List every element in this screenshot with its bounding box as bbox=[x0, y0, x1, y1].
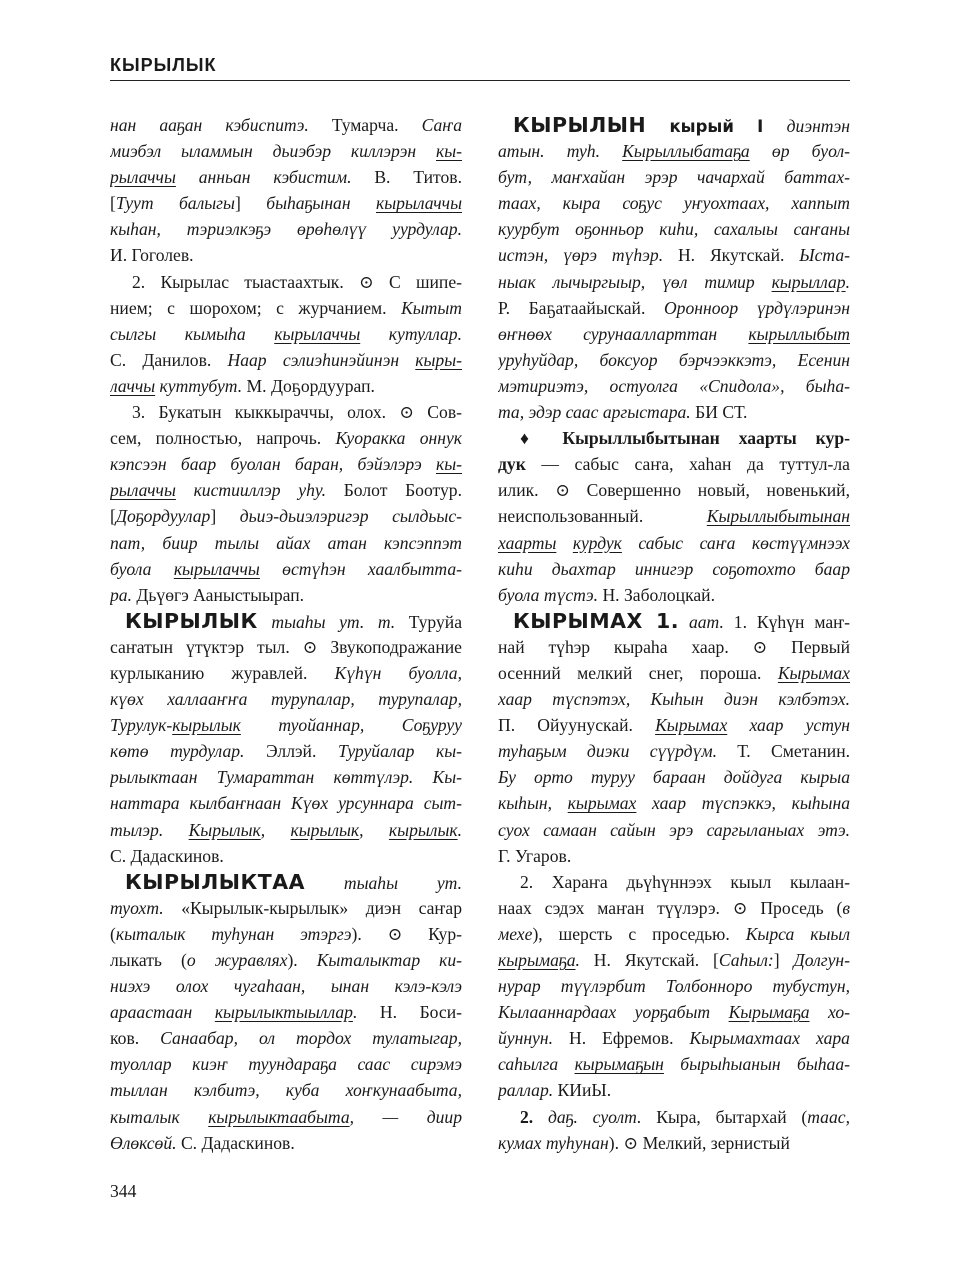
underlined-term: Кырымах bbox=[777, 662, 850, 683]
text-line bbox=[498, 503, 850, 529]
text-line bbox=[498, 947, 850, 973]
text-line bbox=[110, 425, 462, 451]
italic-text: в bbox=[842, 897, 850, 918]
text-span: Дьүөгэ Ааныстыырап. bbox=[132, 584, 305, 605]
text-span: С. Дадаскинов. bbox=[176, 1132, 295, 1153]
italic-text: тылэр. bbox=[110, 819, 189, 840]
italic-text: атын. туһ. bbox=[498, 141, 623, 162]
underlined-term: кы- bbox=[435, 454, 462, 475]
page-number: 344 bbox=[110, 1181, 137, 1201]
italic-text: кыһын, bbox=[498, 793, 568, 814]
italic-text: туохт. bbox=[110, 897, 164, 918]
underlined-term: кырылыктаабыта bbox=[208, 1106, 350, 1127]
text-span: сем, полностью, напрочь. bbox=[110, 428, 336, 449]
text-line bbox=[110, 1025, 462, 1051]
italic-text: саһылга bbox=[498, 1054, 575, 1075]
underlined-term: кыры- bbox=[415, 349, 462, 370]
italic-text: өстүһэн хаалбытта- bbox=[259, 558, 462, 579]
italic-text: буола түстэ. bbox=[498, 584, 599, 605]
text-line bbox=[498, 686, 850, 712]
text-span: ] bbox=[234, 193, 267, 214]
text-span: ков. bbox=[110, 1028, 161, 1049]
italic-text: пат, биир тылы айах атан кэпсэппэт bbox=[110, 532, 462, 553]
text-span: нием; с шорохом; с журчанием. bbox=[110, 297, 402, 318]
underlined-term: кырылаччы bbox=[173, 558, 260, 579]
text-span: 2. Кырылас тыастаахтык. ⊙ С шипе- bbox=[132, 271, 462, 292]
italic-text: өҥнөөх сурунаалларттан bbox=[498, 323, 749, 344]
underlined-term: Кырылык bbox=[188, 819, 261, 840]
underlined-term: кырымах bbox=[567, 793, 637, 814]
text-span: курлыканию журавлей. bbox=[110, 662, 335, 683]
italic-text: Куоракка оннук bbox=[335, 428, 462, 449]
headword: КЫРЫЛЫК bbox=[125, 608, 258, 633]
text-line bbox=[110, 556, 462, 582]
italic-text: буола bbox=[110, 558, 174, 579]
italic-text: Саһыл: bbox=[718, 950, 774, 970]
italic-text: өр буол- bbox=[749, 141, 850, 162]
italic-text: йуннун. bbox=[498, 1028, 553, 1049]
italic-text: , bbox=[359, 819, 389, 840]
text-line bbox=[110, 242, 462, 268]
italic-text: хаар түспэтэх, Кыһын диэн кэлбэтэх. bbox=[498, 689, 850, 710]
italic-text: туоллар киэҥ туундараҕа саас сирэмэ bbox=[110, 1054, 462, 1075]
text-line bbox=[110, 138, 462, 164]
italic-text: Өлөксөй. bbox=[110, 1132, 177, 1153]
bold-text: Кырыллыбытынан хаарты кур- bbox=[562, 428, 850, 449]
text-line bbox=[498, 608, 850, 634]
italic-text: уруһуйдар, боксуор бэрчээккэтэ, Есенин bbox=[498, 349, 850, 370]
text-line bbox=[110, 764, 462, 790]
italic-text: таах, кыра соҕус уҥуохтаах, хаппыт bbox=[498, 193, 850, 214]
text-line bbox=[498, 895, 850, 921]
bold-text: дук bbox=[498, 454, 526, 475]
text-span: Н. Заболоцкай. bbox=[598, 584, 715, 605]
italic-text: тыаһы ут. т. bbox=[257, 611, 396, 632]
italic-text: куттубут. bbox=[155, 375, 243, 396]
italic-text: туойаннар, Соҕуруу bbox=[240, 715, 462, 736]
text-span: илик. ⊙ Совершенно новый, новенький, bbox=[498, 480, 850, 501]
italic-text: раллар. bbox=[498, 1080, 554, 1101]
text-span: Р. Баҕатаайыскай. bbox=[498, 297, 664, 318]
italic-text: бут, маҥхайан эрэр чачархай баттах- bbox=[498, 167, 850, 188]
text-span: [ bbox=[110, 193, 116, 214]
header-rule bbox=[110, 80, 850, 81]
italic-text: Кылааннардаах уорҕабыт bbox=[498, 1002, 729, 1023]
text-line bbox=[498, 477, 850, 503]
text-line bbox=[498, 1025, 850, 1051]
italic-text: наттара кылбаҥнаан Күөх урсуннара сыт- bbox=[110, 793, 462, 814]
underlined-term: кырылык bbox=[172, 715, 241, 736]
italic-text: тыллан кэлбитэ, куба хоҥкунаабыта, bbox=[110, 1080, 462, 1101]
text-span: ] bbox=[773, 950, 794, 970]
italic-text: Кырса кыыл bbox=[745, 923, 850, 944]
text-line bbox=[110, 530, 462, 556]
text-line bbox=[110, 347, 462, 373]
text-line bbox=[498, 373, 850, 399]
text-line bbox=[110, 921, 462, 947]
text-line bbox=[498, 1077, 850, 1103]
text-line bbox=[498, 999, 850, 1025]
text-span: М. Доҕордуурап. bbox=[242, 375, 375, 396]
italic-text: рылыктаан Тумараттан көттүлэр. Кы- bbox=[110, 767, 462, 788]
underlined-term: Кырымаҕа bbox=[728, 1002, 810, 1023]
text-line bbox=[110, 843, 462, 869]
text-line bbox=[110, 295, 462, 321]
text-line bbox=[110, 947, 462, 973]
text-span: П. Ойуунускай. bbox=[498, 715, 656, 736]
italic-text: Доҕордуулар bbox=[115, 506, 211, 527]
text-line bbox=[110, 373, 462, 399]
text-span: ). ⊙ Мелкий, зернистый bbox=[608, 1132, 790, 1153]
italic-text: ниэхэ олох чугаһаан, ынан кэлэ-кэлэ bbox=[110, 976, 462, 997]
italic-text: суох самаан сайын эрэ саргыланыах этэ. bbox=[498, 819, 850, 840]
underlined-term: кырылаччы bbox=[375, 193, 462, 214]
italic-text: нан ааҕан кэбиспитэ. bbox=[110, 115, 309, 135]
text-line bbox=[498, 138, 850, 164]
text-span: кырый І bbox=[646, 117, 787, 136]
italic-text: кыһан, тэриэлкэҕэ өрөһөлүү уурдулар. bbox=[110, 219, 462, 240]
italic-text: диэнтэн bbox=[786, 116, 850, 136]
text-span: «Кырылык-кырылык» диэн саҥар bbox=[163, 897, 462, 918]
text-line bbox=[498, 738, 850, 764]
italic-text: , bbox=[260, 819, 291, 840]
underlined-term: лаччы bbox=[110, 375, 156, 396]
underlined-term: кы- bbox=[435, 141, 462, 162]
text-line bbox=[498, 973, 850, 999]
italic-text: Туруйалар кы- bbox=[337, 741, 462, 762]
text-line bbox=[498, 399, 850, 425]
text-line bbox=[110, 190, 462, 216]
italic-text: хаар устун bbox=[727, 715, 850, 736]
italic-text: . bbox=[457, 819, 462, 840]
italic-text: Кырымахтаах хара bbox=[689, 1028, 850, 1049]
text-line bbox=[110, 582, 462, 608]
italic-text: күөх халлааҥҥа турупалар, турупалар, bbox=[110, 689, 462, 710]
text-line bbox=[110, 634, 462, 660]
italic-text: киһи дьахтар иннигэр соҕотохто баар bbox=[498, 558, 850, 579]
italic-text: дьиэ-дьиэлэригэр сылдьыс- bbox=[239, 506, 462, 527]
italic-text: араастаан bbox=[110, 1002, 215, 1023]
text-span: ♦ bbox=[520, 428, 563, 449]
text-span: 3. Букатын кыккыраччы, олох. ⊙ Сов- bbox=[132, 402, 462, 423]
headword: КЫРЫМАХ 1. bbox=[513, 608, 680, 633]
text-line bbox=[498, 530, 850, 556]
text-line bbox=[498, 712, 850, 738]
italic-text: быһаҕынан bbox=[266, 193, 376, 214]
text-span: осенний мелкий снег, пороша. bbox=[498, 662, 778, 683]
italic-text: куурбут оҕонньор киһи, сахалыы саҥаны bbox=[498, 219, 850, 240]
text-span: — сабыс саҥа, хаһан да туттул-ла bbox=[525, 454, 850, 475]
text-span: ] bbox=[210, 506, 240, 527]
italic-text: кистииллэр уһу. bbox=[175, 480, 326, 501]
text-line bbox=[498, 817, 850, 843]
italic-text: ныак лычыргыыр, үөл тимир bbox=[498, 271, 772, 292]
italic-text: Долгун- bbox=[793, 950, 850, 970]
headword: КЫРЫЛЫН bbox=[513, 113, 647, 137]
italic-text: Кытыт bbox=[401, 297, 462, 318]
underlined-term: хаарты bbox=[498, 532, 557, 553]
text-span: 1. Күһүн маҥ- bbox=[723, 611, 850, 632]
headword: КЫРЫЛЫКТАА bbox=[125, 869, 306, 894]
left-column bbox=[110, 112, 462, 1156]
text-span: ). ⊙ Кур- bbox=[351, 923, 462, 944]
text-line bbox=[498, 660, 850, 686]
underlined-term: Кырымах bbox=[655, 715, 728, 736]
text-line bbox=[498, 869, 850, 895]
text-line bbox=[498, 321, 850, 347]
italic-text: , — диир bbox=[349, 1106, 462, 1127]
italic-text: туһаҕым диэки сүүрдүм. bbox=[498, 741, 717, 762]
text-line bbox=[110, 1130, 462, 1156]
italic-text: көтө турдулар. bbox=[110, 741, 245, 762]
text-line bbox=[498, 843, 850, 869]
italic-text: Кыталыктар ки- bbox=[316, 950, 462, 970]
italic-text: . bbox=[352, 1002, 358, 1023]
text-span: Г. Угаров. bbox=[498, 845, 572, 866]
underlined-term: рылаччы bbox=[110, 480, 176, 501]
italic-text: нурар түүлэрбит Толбонноро тубустун, bbox=[498, 976, 850, 997]
text-line bbox=[498, 582, 850, 608]
italic-text: хаар түспэккэ, кыһына bbox=[636, 793, 850, 814]
text-line bbox=[110, 999, 462, 1025]
text-line bbox=[498, 1051, 850, 1077]
text-line bbox=[110, 399, 462, 425]
text-line bbox=[498, 190, 850, 216]
italic-text: ра. bbox=[110, 584, 132, 605]
italic-text: кутуллар. bbox=[360, 323, 462, 344]
text-line bbox=[110, 895, 462, 921]
italic-text: мэтириэтэ, остуолга «Спидола», быһа- bbox=[498, 375, 850, 396]
underlined-term: курдук bbox=[572, 532, 622, 553]
text-span: Н. Боси- bbox=[357, 1002, 462, 1023]
text-span: Болот Боотур. bbox=[326, 480, 462, 501]
text-span: лыкать ( bbox=[110, 950, 187, 970]
text-line bbox=[498, 295, 850, 321]
italic-text bbox=[556, 533, 572, 553]
right-column bbox=[498, 112, 850, 1156]
italic-text: аат. bbox=[679, 611, 724, 632]
text-span: саҥатын үтүктэр тыл. ⊙ Звукоподражание bbox=[110, 636, 462, 657]
underlined-term: кырыллар bbox=[771, 271, 846, 292]
italic-text: Күһүн буолла, bbox=[334, 662, 462, 683]
text-span: Н. Якутскай. bbox=[663, 245, 800, 266]
text-span: 2. Хараҥа дьүһүннээх кыыл кылаан- bbox=[520, 871, 850, 892]
text-span: ). bbox=[287, 950, 317, 970]
text-line bbox=[110, 660, 462, 686]
italic-text: хо- bbox=[809, 1002, 850, 1023]
text-span: наах сэдэх маҥан түүлэрэ. ⊙ Проседь ( bbox=[498, 897, 843, 918]
text-line bbox=[498, 425, 850, 451]
text-line bbox=[110, 1077, 462, 1103]
text-span: Эллэй. bbox=[244, 741, 338, 762]
text-span: С. Дадаскинов. bbox=[110, 845, 224, 866]
text-line bbox=[110, 269, 462, 295]
italic-text: кумах туһунан bbox=[498, 1132, 609, 1153]
italic-text: . bbox=[575, 950, 580, 970]
text-span: С. Данилов. bbox=[110, 349, 228, 370]
text-span: [ bbox=[110, 506, 116, 527]
text-line bbox=[110, 712, 462, 738]
text-span: И. Гоголев. bbox=[110, 245, 194, 266]
italic-text: даҕ. суолт. bbox=[533, 1106, 642, 1127]
italic-text: мехе bbox=[498, 923, 533, 944]
text-line bbox=[498, 269, 850, 295]
text-line bbox=[498, 1130, 850, 1156]
italic-text: . bbox=[845, 271, 850, 292]
text-line bbox=[498, 556, 850, 582]
underlined-term: Кырыллыбытынан bbox=[706, 506, 850, 527]
underlined-term: кырыллыбыт bbox=[748, 323, 850, 344]
italic-text: Турулук- bbox=[110, 715, 173, 736]
italic-text: о журавлях bbox=[186, 950, 288, 970]
italic-text: Саҥа bbox=[421, 115, 462, 135]
underlined-term: Кырыллыбатаҕа bbox=[622, 141, 750, 162]
italic-text: таас, bbox=[807, 1106, 850, 1127]
text-span: неиспользованный. bbox=[498, 506, 707, 527]
italic-text: бырыһыанын быһаа- bbox=[663, 1054, 850, 1075]
text-line bbox=[498, 451, 850, 477]
text-line bbox=[498, 242, 850, 268]
text-span: Кыра, бытархай ( bbox=[641, 1106, 808, 1127]
text-line bbox=[110, 216, 462, 242]
text-line bbox=[110, 738, 462, 764]
text-line bbox=[498, 164, 850, 190]
text-line bbox=[110, 451, 462, 477]
italic-text: анньан кэбистим. bbox=[175, 167, 352, 188]
italic-text: Оронноор үрдүлэринэн bbox=[663, 297, 850, 318]
text-span: КИиЫ. bbox=[553, 1080, 612, 1101]
text-line bbox=[110, 112, 462, 138]
italic-text: кыталык туһунан этэргэ bbox=[115, 923, 352, 944]
underlined-term: кырылык bbox=[388, 819, 458, 840]
text-span: Н. Ефремов. bbox=[553, 1028, 690, 1049]
italic-text: сабыс саҥа көстүүмнээх bbox=[621, 532, 850, 553]
text-line bbox=[498, 790, 850, 816]
text-line bbox=[498, 112, 850, 138]
italic-text: Бу орто туруу бараан дойдуга кырыа bbox=[498, 767, 850, 788]
text-span: ( bbox=[110, 923, 116, 944]
text-line bbox=[498, 634, 850, 660]
italic-text: Санаабар, ол тордох тулатыгар, bbox=[160, 1028, 462, 1049]
text-span: Т. Сметанин. bbox=[717, 741, 850, 762]
underlined-term: кырылык bbox=[290, 819, 360, 840]
text-line bbox=[110, 869, 462, 895]
text-span: Тумарча. bbox=[308, 115, 422, 135]
italic-text: Ыста- bbox=[799, 245, 850, 266]
italic-text: миэбэл ыламмын дьиэбэр киллэрэн bbox=[110, 141, 436, 162]
underlined-term: кырылыктыыллар bbox=[214, 1002, 353, 1023]
text-line bbox=[110, 608, 462, 634]
text-line bbox=[110, 321, 462, 347]
underlined-term: рылаччы bbox=[110, 167, 176, 188]
italic-text: сылгы кымыһа bbox=[110, 323, 275, 344]
text-line bbox=[110, 973, 462, 999]
underlined-term: кырымаҕын bbox=[574, 1054, 664, 1075]
text-line bbox=[110, 686, 462, 712]
underlined-term: кырылаччы bbox=[274, 323, 361, 344]
text-span: Туруйа bbox=[395, 611, 462, 632]
italic-text: тыаһы ут. bbox=[305, 872, 462, 893]
italic-text: Туут балыгы bbox=[115, 193, 235, 214]
text-line bbox=[110, 1104, 462, 1130]
text-span: най түһэр кыраһа хаар. ⊙ Первый bbox=[498, 636, 850, 657]
italic-text: кыталык bbox=[110, 1106, 209, 1127]
text-line bbox=[110, 164, 462, 190]
text-line bbox=[110, 1051, 462, 1077]
italic-text: та, эдэр саас аргыстара. bbox=[498, 402, 691, 423]
text-span: Н. Якутскай. [ bbox=[579, 950, 719, 970]
text-line bbox=[498, 1104, 850, 1130]
text-line bbox=[110, 817, 462, 843]
bold-text: 2. bbox=[520, 1106, 534, 1127]
italic-text: кэпсээн баар буолан баран, бэйэлэрэ bbox=[110, 454, 436, 475]
text-span: ), шерсть с проседью. bbox=[532, 923, 746, 944]
text-line bbox=[110, 790, 462, 816]
underlined-term: кырымаҕа bbox=[498, 950, 576, 970]
text-line bbox=[498, 347, 850, 373]
text-line bbox=[110, 477, 462, 503]
italic-text: истэн, үөрэ түһэр. bbox=[498, 245, 664, 266]
running-header: КЫРЫЛЫК bbox=[110, 55, 217, 75]
text-span: В. Титов. bbox=[351, 167, 462, 188]
italic-text: Наар сэлиэһинэйинэн bbox=[227, 349, 416, 370]
text-span: БИ СТ. bbox=[690, 402, 748, 423]
text-line bbox=[498, 216, 850, 242]
text-line bbox=[110, 503, 462, 529]
text-line bbox=[498, 764, 850, 790]
text-line bbox=[498, 921, 850, 947]
